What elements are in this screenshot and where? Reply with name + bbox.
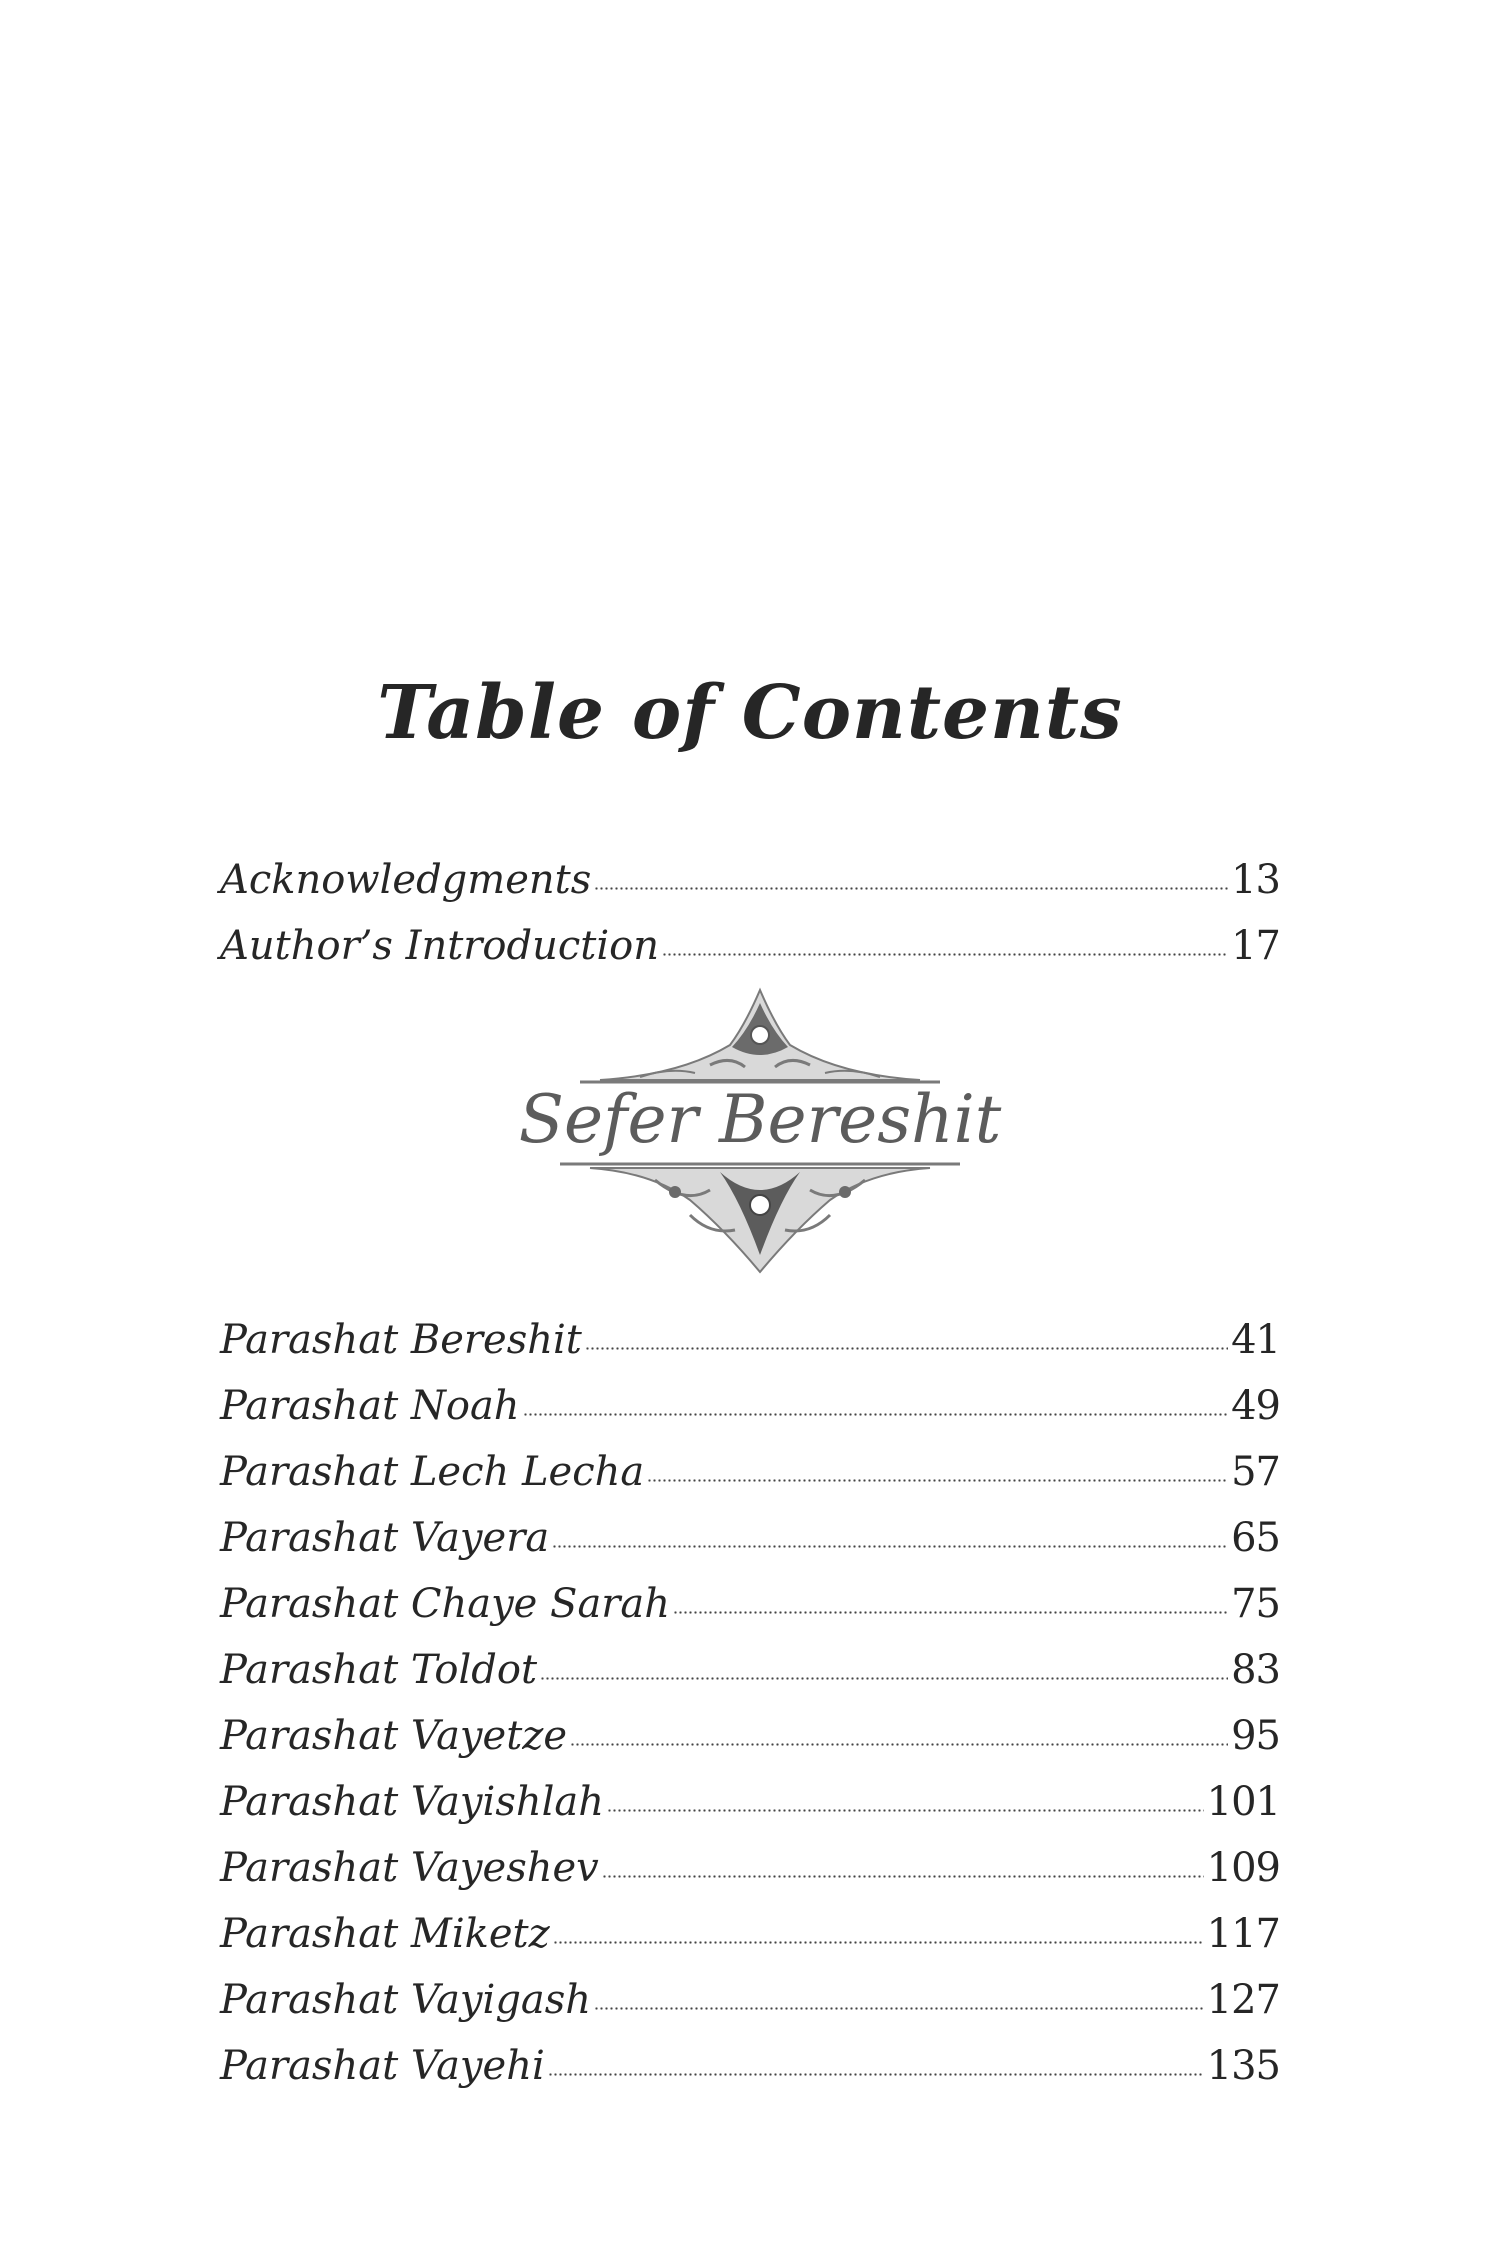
toc-entry[interactable] xyxy=(220,1698,1280,1764)
dot-leader xyxy=(647,1475,1228,1485)
dot-leader xyxy=(553,1937,1204,1947)
toc-entry-page: 49 xyxy=(1231,1383,1280,1429)
toc-entry-page: 75 xyxy=(1231,1581,1280,1627)
section-heading xyxy=(518,985,1002,1275)
toc-entry-label: Parashat Vayishlah xyxy=(220,1779,605,1825)
front-matter-list xyxy=(220,842,1280,974)
toc-entry[interactable] xyxy=(220,1632,1280,1698)
dot-leader xyxy=(540,1673,1228,1683)
toc-entry[interactable] xyxy=(220,1830,1280,1896)
toc-entry-label: Author’s Introduction xyxy=(220,923,659,969)
toc-entry-page: 135 xyxy=(1206,2043,1280,2089)
toc-entry-page: 83 xyxy=(1231,1647,1280,1693)
toc-entry[interactable] xyxy=(220,1500,1280,1566)
dot-leader xyxy=(570,1739,1228,1749)
toc-entry-acknowledgments[interactable] xyxy=(220,842,1280,908)
toc-entry[interactable] xyxy=(220,1434,1280,1500)
toc-entry-page: 95 xyxy=(1231,1713,1280,1759)
ornament-top-icon xyxy=(560,985,960,1085)
page-title: Table of Contents xyxy=(377,669,1123,756)
dot-leader xyxy=(602,1871,1204,1881)
toc-entry-label: Parashat Bereshit xyxy=(220,1317,582,1363)
toc-entry[interactable] xyxy=(220,2028,1280,2094)
toc-entry[interactable] xyxy=(220,1566,1280,1632)
parashat-list xyxy=(220,1302,1280,2094)
dot-leader xyxy=(594,2003,1204,2013)
toc-entry-label: Parashat Vayehi xyxy=(220,2043,545,2089)
section-title: Sefer Bereshit xyxy=(518,1081,1002,1158)
toc-entry-authors-introduction[interactable] xyxy=(220,908,1280,974)
toc-entry-page: 101 xyxy=(1206,1779,1280,1825)
dot-leader xyxy=(585,1343,1228,1353)
toc-entry-label: Parashat Chaye Sarah xyxy=(220,1581,671,1627)
dot-leader xyxy=(548,2069,1204,2079)
toc-entry-label: Parashat Toldot xyxy=(220,1647,538,1693)
toc-entry-label: Parashat Miketz xyxy=(220,1911,550,1957)
dot-leader xyxy=(594,883,1228,893)
toc-entry-page: 13 xyxy=(1231,857,1280,903)
toc-entry[interactable] xyxy=(220,1896,1280,1962)
toc-entry[interactable] xyxy=(220,1368,1280,1434)
dot-leader xyxy=(607,1805,1204,1815)
dot-leader xyxy=(552,1541,1228,1551)
dot-leader xyxy=(523,1409,1229,1419)
toc-entry-label: Parashat Vayetze xyxy=(220,1713,568,1759)
toc-entry-page: 41 xyxy=(1231,1317,1280,1363)
toc-entry-label: Parashat Vayeshev xyxy=(220,1845,599,1891)
toc-entry-page: 65 xyxy=(1231,1515,1280,1561)
toc-entry-label: Acknowledgments xyxy=(220,857,592,903)
toc-entry-label: Parashat Vayigash xyxy=(220,1977,592,2023)
toc-entry-label: Parashat Noah xyxy=(220,1383,520,1429)
ornament-bottom-icon xyxy=(560,1160,960,1275)
dot-leader xyxy=(673,1607,1228,1617)
toc-entry-page: 17 xyxy=(1231,923,1280,969)
toc-entry[interactable] xyxy=(220,1302,1280,1368)
dot-leader xyxy=(662,949,1228,959)
toc-entry[interactable] xyxy=(220,1764,1280,1830)
toc-entry-page: 109 xyxy=(1206,1845,1280,1891)
toc-entry-page: 127 xyxy=(1206,1977,1280,2023)
toc-entry-page: 57 xyxy=(1231,1449,1280,1495)
toc-entry-label: Parashat Vayera xyxy=(220,1515,550,1561)
toc-entry-label: Parashat Lech Lecha xyxy=(220,1449,645,1495)
toc-entry[interactable] xyxy=(220,1962,1280,2028)
toc-entry-page: 117 xyxy=(1206,1911,1280,1957)
